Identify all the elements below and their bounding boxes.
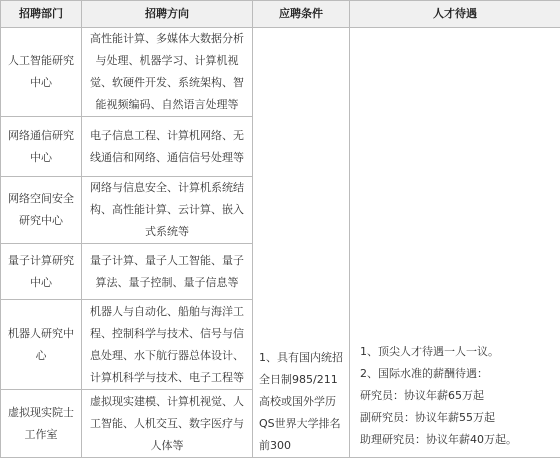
requirements-cell: 1、具有国内统招全日制985/211高校或国外学历QS世界大学排名前300 [253, 28, 350, 458]
direction-cell: 电子信息工程、计算机网络、无线通信和网络、通信信号处理等 [82, 117, 253, 177]
direction-cell: 机器人与自动化、船舶与海洋工程、控制科学与技术、信号与信息处理、水下航行器总体设计、计算机科学与技术、电子工程等 [82, 300, 253, 390]
table-header-row [1, 1, 560, 28]
benefit-line: 2、国际水准的薪酬待遇： [360, 367, 488, 380]
header-direction: 招聘方向 [82, 1, 253, 28]
department-cell: 网络通信研究中心 [1, 117, 82, 177]
header-requirements: 应聘条件 [253, 1, 350, 28]
direction-cell: 虚拟现实建模、计算机视觉、人工智能、人机交互、数字医疗与人体等 [82, 390, 253, 458]
department-cell: 网络空间安全研究中心 [1, 177, 82, 244]
direction-cell: 高性能计算、多媒体大数据分析与处理、机器学习、计算机视觉、软硬件开发、系统架构、智能视频编码、自然语言处理等 [82, 28, 253, 117]
department-cell: 人工智能研究中心 [1, 28, 82, 117]
department-cell: 虚拟现实院士工作室 [1, 390, 82, 458]
benefit-line: 助理研究员：协议年薪40万起。 [360, 433, 517, 446]
benefit-line: 研究员：协议年薪65万起 [360, 389, 484, 402]
benefit-line: 副研究员：协议年薪55万起 [360, 411, 495, 424]
header-benefits: 人才待遇 [350, 1, 560, 28]
header-department: 招聘部门 [1, 1, 82, 28]
table-row [1, 28, 560, 117]
direction-cell: 量子计算、量子人工智能、量子算法、量子控制、量子信息等 [82, 244, 253, 300]
benefits-cell [350, 28, 560, 458]
department-cell: 量子计算研究中心 [1, 244, 82, 300]
direction-cell: 网络与信息安全、计算机系统结构、高性能计算、云计算、嵌入式系统等 [82, 177, 253, 244]
department-cell: 机器人研究中心 [1, 300, 82, 390]
benefit-line: 1、顶尖人才待遇一人一议。 [360, 345, 499, 358]
